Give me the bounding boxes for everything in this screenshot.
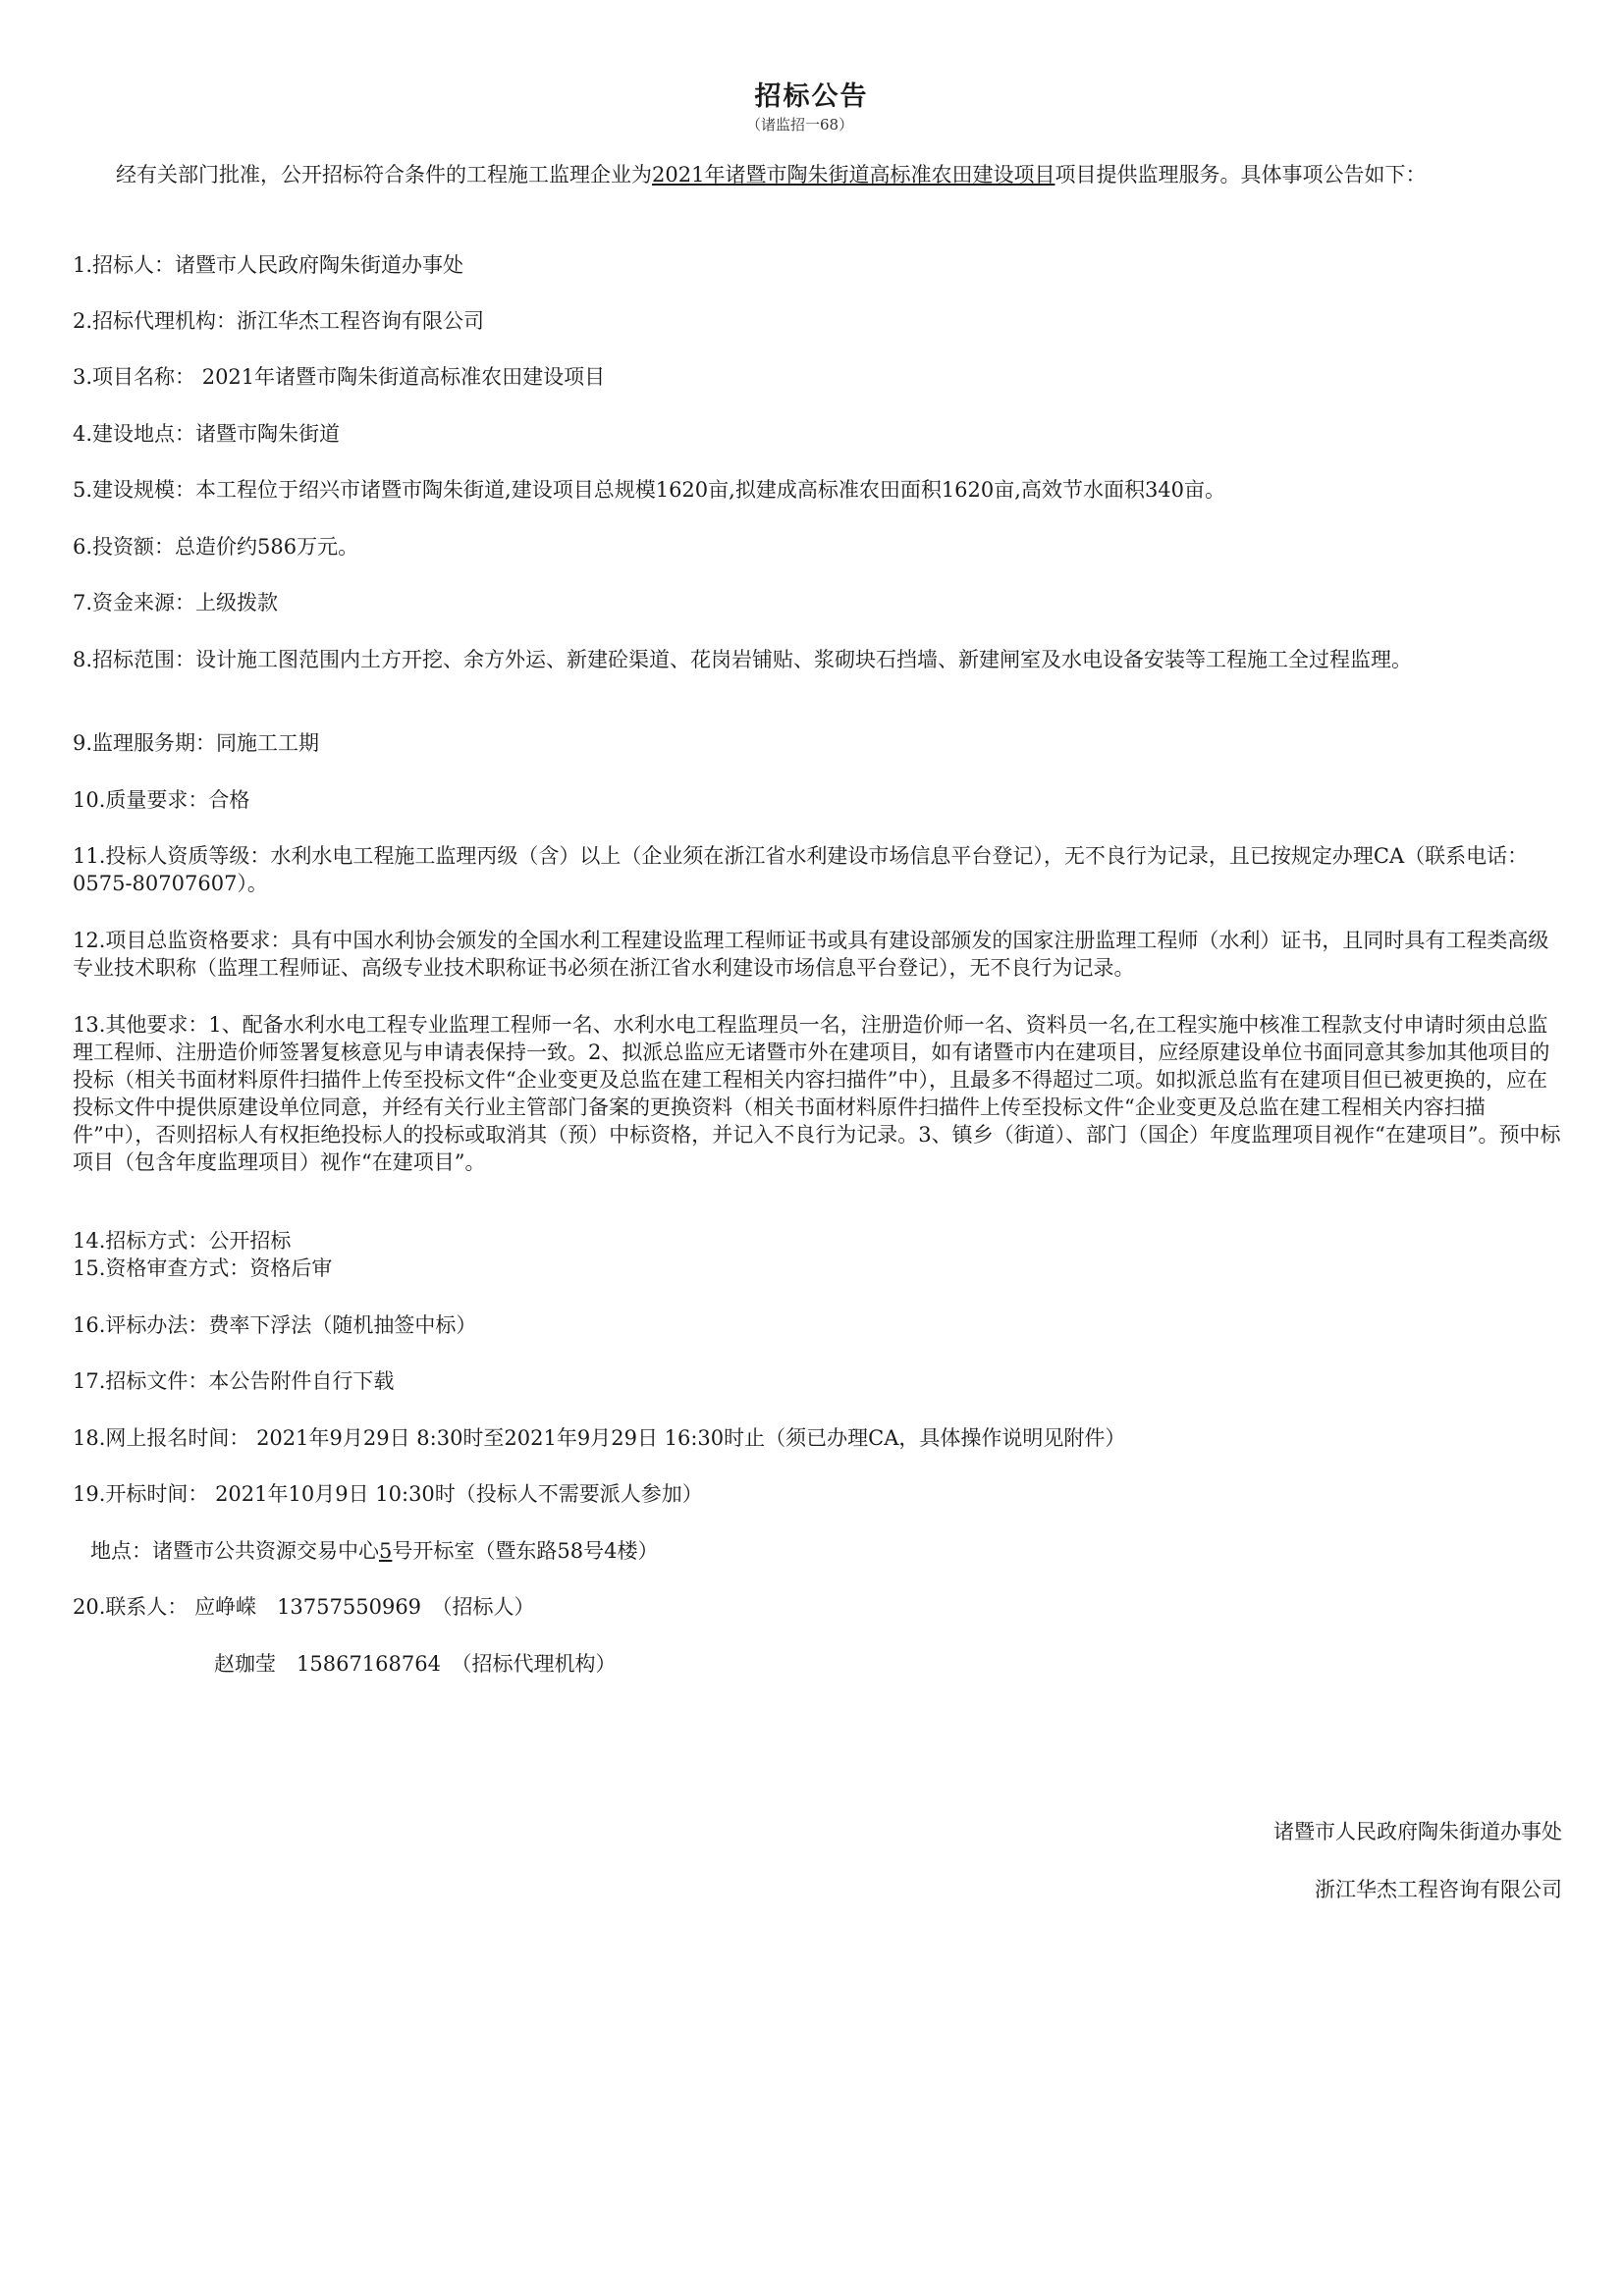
item-registration-time: 18.网上报名时间： 2021年9月29日 8:30时至2021年9月29日 16:30时止（须已办理CA，具体操作说明见附件）: [73, 1426, 1126, 1450]
item-chief-supervisor: 12.项目总监资格要求：具有中国水利协会颁发的全国水利工程建设监理工程师证书或具有建设部颁发的国家注册监理工程师（水利）证书，且同时具有工程类高级专业技术职称（监理工程师证、高级专业技术职称证书必须在浙江省水利建设市场信息平台登记），无不良行为记录。: [73, 929, 1549, 980]
item-service-period: 9.监理服务期：同施工工期: [73, 731, 320, 755]
intro-project-name: 2021年诸暨市陶朱街道高标准农田建设项目: [652, 163, 1055, 187]
item-evaluation-method: 16.评标办法：费率下浮法（随机抽签中标）: [73, 1313, 477, 1337]
opening-room-number: 5: [379, 1539, 393, 1563]
item-tenderer: 1.招标人：诸暨市人民政府陶朱街道办事处: [73, 253, 464, 277]
item-scope: 8.招标范围：设计施工图范围内土方开挖、余方外运、新建砼渠道、花岗岩铺贴、浆砌块石挡墙、新建闸室及水电设备安装等工程施工全过程监理。: [73, 648, 1413, 671]
item-opening-time: 19.开标时间： 2021年10月9日 10:30时（投标人不需要派人参加）: [73, 1482, 703, 1506]
intro-paragraph: [73, 161, 1608, 188]
document-title: 招标公告: [754, 81, 869, 112]
item-location: 4.建设地点：诸暨市陶朱街道: [73, 422, 341, 446]
document-number: （诸监招一68）: [746, 116, 854, 133]
item-tender-method: 14.招标方式：公开招标: [73, 1229, 292, 1253]
item-tender-documents: 17.招标文件：本公告附件自行下载: [73, 1369, 395, 1393]
item-qualification-review: 15.资格审查方式：资格后审: [73, 1256, 333, 1280]
item-contact-tenderer: 20.联系人： 应峥嵘 13757550969 （招标人）: [73, 1595, 535, 1619]
item-quality: 10.质量要求：合格: [73, 788, 250, 812]
item-fund-source: 7.资金来源：上级拨款: [73, 591, 279, 614]
intro-after: 项目提供监理服务。具体事项公告如下：: [1055, 163, 1427, 187]
item-qualification: 11.投标人资质等级：水利水电工程施工监理丙级（含）以上（企业须在浙江省水利建设市场信息平台登记），无不良行为记录，且已按规定办理CA（联系电话：0575-80707607）。: [73, 844, 1529, 895]
item-contact-agency: 赵珈莹 15867168764 （招标代理机构）: [214, 1652, 617, 1676]
intro-before: 经有关部门批准，公开招标符合条件的工程施工监理企业为: [116, 163, 652, 187]
item-opening-location: 地点：诸暨市公共资源交易中心5号开标室（暨东路58号4楼）: [90, 1539, 659, 1563]
item-scale: 5.建设规模：本工程位于绍兴市诸暨市陶朱街道,建设项目总规模1620亩,拟建成高标准农田面积1620亩,高效节水面积340亩。: [73, 478, 1226, 502]
item-other-requirements: 13.其他要求：1、配备水利水电工程专业监理工程师一名、水利水电工程监理员一名，注册造价师一名、资料员一名,在工程实施中核准工程款支付申请时须由总监理工程师、注册造价师签署复核意见与申请表保持一致。2、拟派总监应无诸暨市外在建项目，如有诸暨市内在建项目，应经原建设单位书面同意其参加其他项目的投标（相关书面材料原件扫描件上传至投标文件“企业变更及总监在建工程相关内容扫描件”中），且最多不得超过二项。如拟派总监有在建项目但已被更换的，应在投标文件中提供原建设单位同意，并经有关行业主管部门备案的更换资料（相关书面材料原件扫描件上传至投标文件“企业变更及总监在建工程相关内容扫描件”中），否则招标人有权拒绝投标人的投标或取消其（预）中标资格，并记入不良行为记录。3、镇乡（街道）、部门（国企）年度监理项目视作“在建项目”。预中标项目（包含年度监理项目）视作“在建项目”。: [73, 1013, 1561, 1174]
item-investment: 6.投资额：总造价约586万元。: [73, 535, 359, 559]
item-agency: 2.招标代理机构：浙江华杰工程咨询有限公司: [73, 309, 485, 333]
signature-agency: 浙江华杰工程咨询有限公司: [1315, 1878, 1562, 1901]
item-project-name: 3.项目名称： 2021年诸暨市陶朱街道高标准农田建设项目: [73, 365, 606, 389]
signature-tenderer: 诸暨市人民政府陶朱街道办事处: [1273, 1820, 1562, 1843]
